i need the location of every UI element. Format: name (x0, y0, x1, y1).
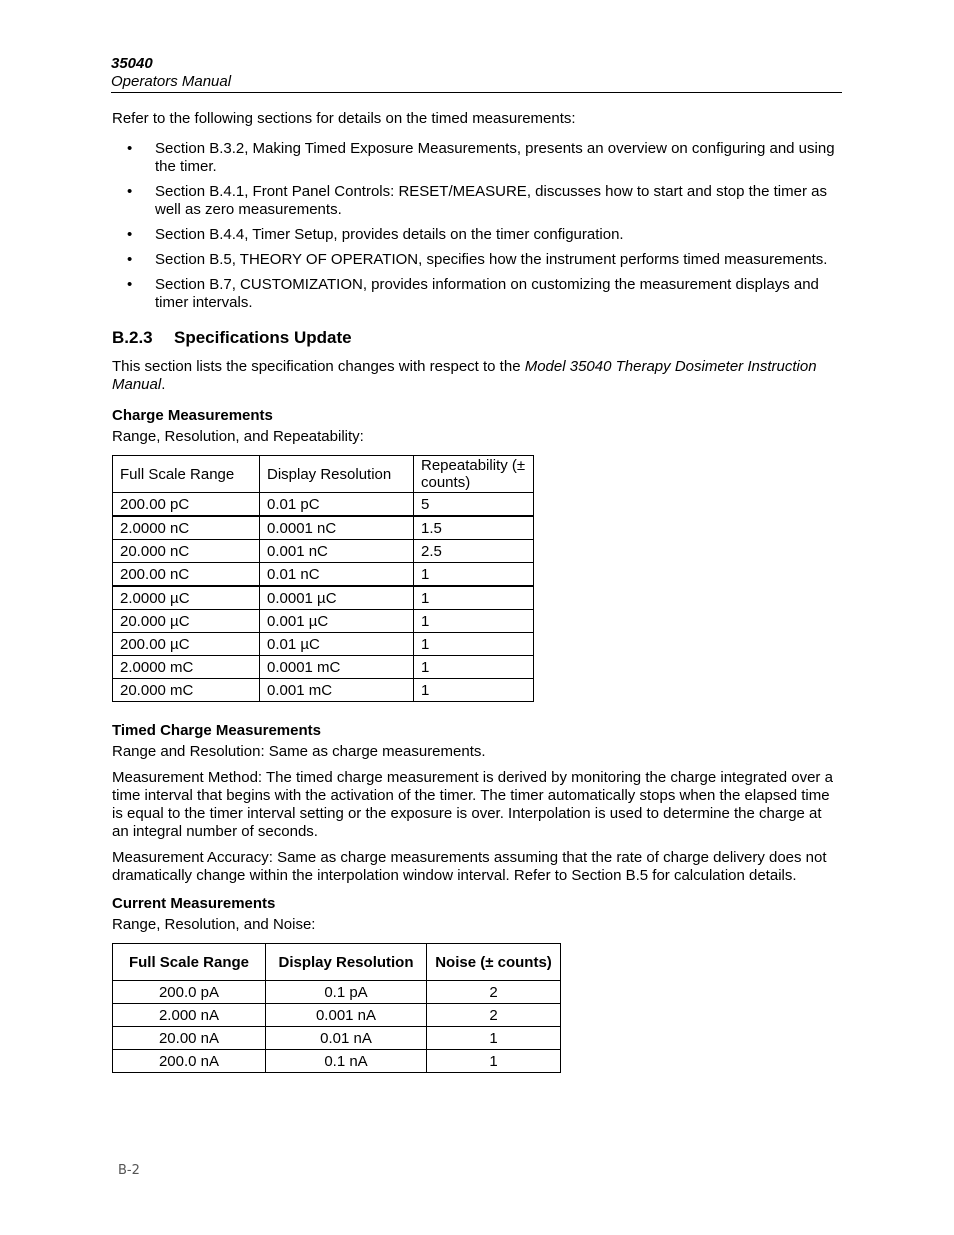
table-cell: 2.0000 nC (113, 516, 260, 540)
table-row (113, 1027, 561, 1050)
table-row (113, 679, 534, 702)
table-cell: 0.0001 nC (260, 516, 414, 540)
list-item: • Section B.7, CUSTOMIZATION, provides information on customizing the measurement displays and timer intervals. (127, 276, 819, 311)
timed-method: Measurement Method: The timed charge measurement is derived by monitoring the charge integrated over a time interval that begins with the activation of the timer. The timer automatically stops when the elapsed time is equal to the timer interval setting or the exposure is over. Interpolation is used to determine the charge at an integral number of seconds. (112, 769, 833, 840)
bullet-icon: • (127, 226, 133, 243)
reference-list (112, 140, 840, 312)
section-intro: This section lists the specification changes with respect to the Model 35040 Therapy Dosimeter Instruction Manual. (112, 358, 817, 393)
table-row (113, 586, 534, 610)
table-cell: 0.001 nA (266, 1004, 427, 1027)
column-header: Repeatability (± counts) (414, 456, 534, 493)
table-row (113, 516, 534, 540)
table-cell: 2 (427, 981, 561, 1004)
bullet-icon: • (127, 276, 133, 293)
table-cell: 2.0000 mC (113, 656, 260, 679)
table-row (113, 656, 534, 679)
section-title: Specifications Update (174, 328, 352, 347)
bullet-icon: • (127, 251, 133, 268)
charge-table (112, 455, 534, 702)
table-cell: 200.0 nA (113, 1050, 266, 1073)
table-cell: 0.01 pC (260, 493, 414, 517)
column-header: Full Scale Range (113, 456, 260, 493)
table-cell: 1 (414, 563, 534, 587)
current-table (112, 943, 561, 1073)
table-cell: 20.000 µC (113, 610, 260, 633)
manual-title: Model 35040 Therapy Dosimeter Instruction Manual (112, 358, 817, 393)
table-row (113, 540, 534, 563)
table-cell: 2.000 nA (113, 1004, 266, 1027)
table-row (113, 633, 534, 656)
section-heading (112, 327, 840, 349)
table-cell: 5 (414, 493, 534, 517)
table-cell: 0.01 nC (260, 563, 414, 587)
table-cell: 20.000 mC (113, 679, 260, 702)
page-content (112, 110, 840, 1073)
section-number: B.2.3 (112, 328, 153, 347)
table-cell: 0.001 µC (260, 610, 414, 633)
table-header-row (113, 456, 534, 493)
table-cell: 0.1 pA (266, 981, 427, 1004)
table-cell: 200.00 nC (113, 563, 260, 587)
table-cell: 200.0 pA (113, 981, 266, 1004)
charge-caption: Range, Resolution, and Repeatability: (112, 428, 364, 445)
table-cell: 0.0001 mC (260, 656, 414, 679)
table-cell: 20.000 nC (113, 540, 260, 563)
list-item: • Section B.4.4, Timer Setup, provides details on the timer configuration. (127, 226, 624, 243)
table-cell: 20.00 nA (113, 1027, 266, 1050)
list-item: • Section B.5, THEORY OF OPERATION, specifies how the instrument performs timed measurements. (127, 251, 828, 268)
table-row (113, 981, 561, 1004)
doc-title: Operators Manual (111, 73, 232, 90)
table-cell: 2.5 (414, 540, 534, 563)
table-cell: 1 (414, 586, 534, 610)
current-heading: Current Measurements (112, 895, 276, 912)
table-cell: 2.0000 µC (113, 586, 260, 610)
timed-accuracy: Measurement Accuracy: Same as charge measurements assuming that the rate of charge delivery does not dramatically change within the interpolation window interval. Refer to Section B.5 for calculation details. (112, 849, 827, 884)
table-cell: 0.001 mC (260, 679, 414, 702)
bullet-icon: • (127, 140, 133, 157)
table-cell: 0.01 µC (260, 633, 414, 656)
table-cell: 1 (427, 1027, 561, 1050)
bullet-icon: • (127, 183, 133, 200)
charge-heading: Charge Measurements (112, 407, 273, 424)
table-row (113, 1004, 561, 1027)
table-cell: 0.01 nA (266, 1027, 427, 1050)
table-cell: 2 (427, 1004, 561, 1027)
column-header: Full Scale Range (113, 944, 266, 981)
table-row (113, 1050, 561, 1073)
timed-range: Range and Resolution: Same as charge measurements. (112, 743, 486, 760)
current-caption: Range, Resolution, and Noise: (112, 916, 316, 933)
table-cell: 0.0001 µC (260, 586, 414, 610)
table-header-row (113, 944, 561, 981)
table-cell: 1 (414, 656, 534, 679)
table-cell: 1 (414, 679, 534, 702)
table-cell: 1 (414, 610, 534, 633)
page-header (111, 55, 842, 93)
table-cell: 200.00 µC (113, 633, 260, 656)
table-cell: 1.5 (414, 516, 534, 540)
table-cell: 0.001 nC (260, 540, 414, 563)
table-row (113, 563, 534, 587)
page-number: B-2 (118, 1163, 140, 1178)
table-row (113, 610, 534, 633)
list-item: • Section B.3.2, Making Timed Exposure Measurements, presents an overview on configuring and using the timer. (127, 140, 835, 175)
column-header: Display Resolution (266, 944, 427, 981)
list-item: • Section B.4.1, Front Panel Controls: RESET/MEASURE, discusses how to start and stop the timer as well as zero measurements. (127, 183, 827, 218)
doc-number: 35040 (111, 55, 153, 72)
table-cell: 1 (414, 633, 534, 656)
timed-heading: Timed Charge Measurements (112, 722, 321, 739)
table-cell: 1 (427, 1050, 561, 1073)
column-header: Noise (± counts) (427, 944, 561, 981)
table-cell: 0.1 nA (266, 1050, 427, 1073)
column-header: Display Resolution (260, 456, 414, 493)
table-cell: 200.00 pC (113, 493, 260, 517)
table-row (113, 493, 534, 517)
intro-paragraph: Refer to the following sections for details on the timed measurements: (112, 110, 576, 127)
